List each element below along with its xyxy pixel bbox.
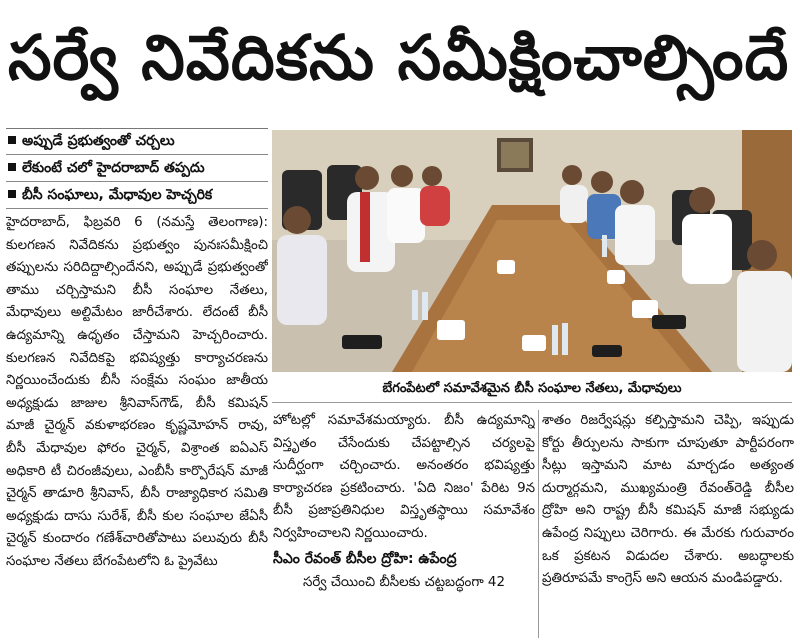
square-bullet-icon <box>8 163 16 171</box>
body-text: హైదరాబాద్, ఫిబ్రవరి 6 (నమస్తే తెలంగాణ): కులగణన నివేదికను ప్రభుత్వం పునఃసమీక్షించి తప్పులను సరిదిద్దాల్సిందేనని, అప్పుడే ప్రభుత్వంతో తాము చర్చిస్తామని బీసీ సంఘాల నేతలు, మేధావులు అల్టిమేటం జారీచేశారు. లేదంటే బీసీ ఉద్యమాన్ని ఉధృతం చేస్తామని హెచ్చరించారు. కులగణన నివేదికపై భవిష్యత్తు కార్యాచరణను నిర్ణయించేందుకు బీసీ సంక్షేమ సంఘం జాతీయ అధ్యక్షుడు జాజుల శ్రీనివాస్‌గౌడ్, బీసీ కమిషన్ మాజీ చైర్మన్ వకుళాభరణం కృష్ణమోహన్ రావు, బీసీ మేధావుల ఫోరం చైర్మన్, విశ్రాంత ఐఏఎస్ అధికారి టీ చిరంజీవులు, ఎంబీసీ కార్పొరేషన్ మాజీ చైర్మన్ తాడూరి శ్రీనివాస్, బీసీ రాజ్యాధికార సమితి అధ్యక్షుడు దాసు సురేశ్, బీసీ కుల సంఘాల జేఏసీ చైర్మన్ కుందారం గణేశ్‌చారితోపాటు పలువురు బీసీ సంఘాల నేతలు బేగంపేటలోని ఓ ప్రైవేటు <box>6 215 268 569</box>
subheading: సీఎం రేవంత్ బీసీల ద్రోహి: ఉపేంద్ర <box>273 550 457 567</box>
photo-caption: బేగంపేటలో సమావేశమైన బీసీ సంఘాల నేతలు, మేధావులు <box>272 376 792 403</box>
bullet-text: అప్పుడే ప్రభుత్వంతో చర్చలు <box>22 133 175 149</box>
body-text: సర్వే చేయించి బీసీలకు చట్టబద్ధంగా 42 <box>303 575 505 591</box>
news-photo <box>272 130 792 372</box>
bullet-text: లేకుంటే చలో హైదరాబాద్ తప్పదు <box>22 160 205 176</box>
article-column-3 <box>542 410 794 640</box>
column-divider <box>538 410 539 638</box>
square-bullet-icon <box>8 136 16 144</box>
article-column-2 <box>273 410 535 640</box>
bullet-text: బీసీ సంఘాలు, మేధావుల హెచ్చరిక <box>22 187 213 203</box>
bullet-item <box>6 182 268 209</box>
body-text: శాతం రిజర్వేషన్లు కల్పిస్తామని చెప్పి, ఇప్పుడు కోర్టు తీర్పులను సాకుగా చూపుతూ పార్టీపరంగా సీట్లు ఇస్తామని మాట మార్చడం అత్యంత దుర్మార్గమని, ముఖ్యమంత్రి రేవంత్‌రెడ్డి బీసీల ద్రోహి అని రాష్ట్ర బీసీ కమిషన్ మాజీ సభ్యుడు ఉపేంద్ర నిప్పులు చెరిగారు. ఈ మేరకు గురువారం ఒక ప్రకటన విడుదల చేశారు. అబద్ధాలకు ప్రతిరూపమే కాంగ్రెస్ అని ఆయన మండిపడ్డారు. <box>542 413 794 587</box>
bullet-list <box>6 128 268 209</box>
bullet-item <box>6 128 268 155</box>
headline: సర్వే నివేదికను సమీక్షించాల్సిందే <box>8 21 790 94</box>
article-column-1 <box>6 212 268 637</box>
bullet-item <box>6 155 268 182</box>
body-text: హోటల్లో సమావేశమయ్యారు. బీసీ ఉద్యమాన్ని విస్తృతం చేసేందుకు చేపట్టాల్సిన చర్యలపై సుదీర్ఘంగా చర్చించారు. అనంతరం భవిష్యత్తు కార్యాచరణ ప్రకటించారు. 'ఏది నిజం' పేరిట 9న బీసీ ప్రజాప్రతినిధుల విస్తృతస్థాయి సమావేశం నిర్వహించాలని నిర్ణయించారు. <box>273 413 535 541</box>
square-bullet-icon <box>8 190 16 198</box>
